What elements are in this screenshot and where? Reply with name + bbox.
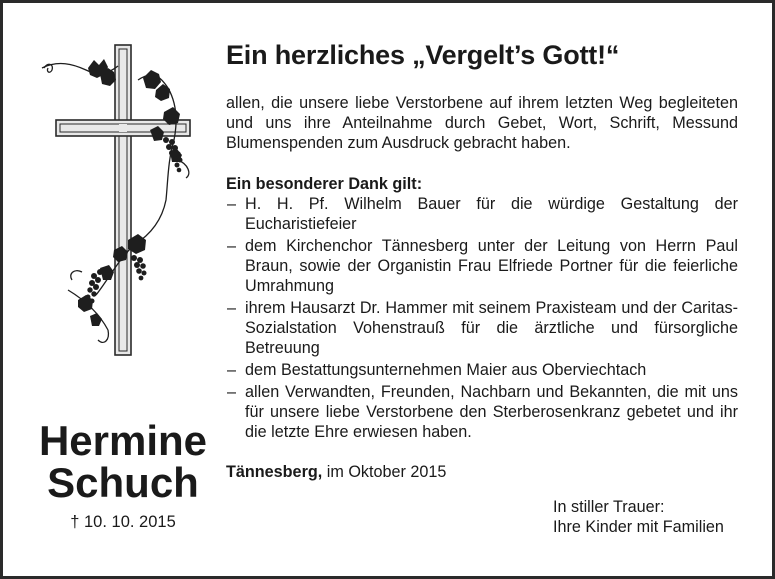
death-date: † 10. 10. 2015	[70, 513, 176, 531]
signature-block	[553, 497, 724, 537]
list-dash: –	[227, 299, 237, 317]
deceased-first-name: Hermine	[38, 417, 208, 464]
deceased-last-name: Schuch	[47, 459, 199, 506]
page-title: Ein herzliches „Vergelt’s Gott!“	[226, 40, 620, 70]
signature-line-2: Ihre Kinder mit Familien	[553, 518, 724, 536]
list-item	[226, 194, 738, 234]
list-item	[226, 236, 738, 296]
list-dash: –	[227, 237, 237, 255]
signature-line-1: In stiller Trauer:	[553, 498, 665, 516]
list-dash: –	[227, 383, 237, 401]
list-item-text: dem Kirchenchor Tännesberg unter der Leitung von Herrn Paul Braun, sowie der Organistin Frau Elfriede Portner für die feierliche Umrahmung	[245, 237, 738, 295]
thanks-list	[226, 194, 738, 444]
place-date-line	[226, 463, 446, 482]
intro-paragraph: allen, die unsere liebe Verstorbene auf ihrem letzten Weg begleiteten und uns ihre Anteilnahme durch Gebet, Wort, Schrift, Messund Blumenspenden zum Ausdruck gebracht haben.	[226, 94, 738, 152]
list-item	[226, 298, 738, 358]
list-dash: –	[227, 195, 237, 213]
list-item	[226, 382, 738, 442]
thanks-title: Ein besonderer Dank gilt:	[226, 175, 423, 193]
list-item-text: allen Verwandten, Freunden, Nachbarn und Bekannten, die mit uns für unsere liebe Verstorbene den Sterberosenkranz gebetet und ihr die letzte Ehre erwiesen haben.	[245, 383, 738, 441]
list-item-text: H. H. Pf. Wilhelm Bauer für die würdige Gestaltung der Eucharistiefeier	[245, 195, 738, 233]
list-item-text: ihrem Hausarzt Dr. Hammer mit seinem Praxisteam und der Caritas-Sozialstation Vohenstrauß für die ärztliche und fürsorgliche Betreuung	[245, 299, 738, 357]
list-item-text: dem Bestattungsunternehmen Maier aus Oberviechtach	[245, 361, 647, 379]
cross-with-grapevine-icon	[38, 40, 208, 370]
date-text: im Oktober 2015	[326, 463, 447, 481]
list-dash: –	[227, 361, 237, 379]
place-name: Tännesberg,	[226, 463, 323, 481]
list-item	[226, 360, 738, 380]
